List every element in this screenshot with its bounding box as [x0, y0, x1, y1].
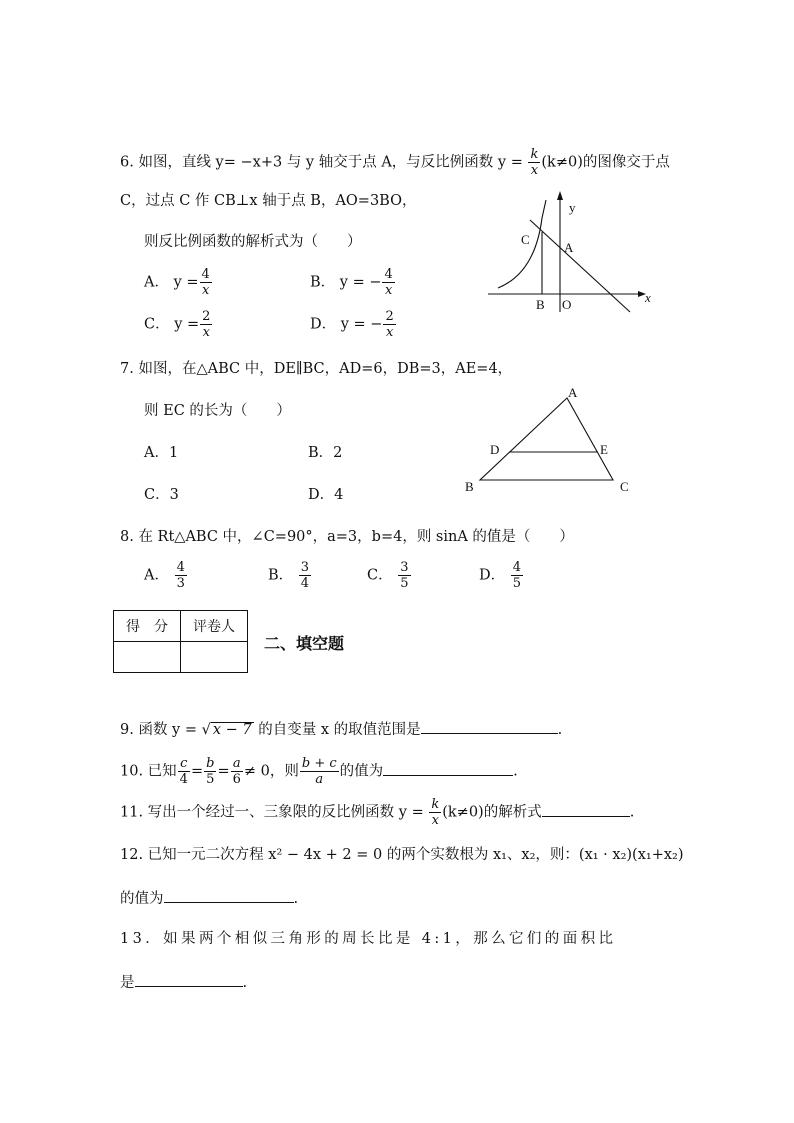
- q11-line: 11. 写出一个经过一、三象限的反比例函数 y = $\frac{k}{x}$ (k≠0)的解析式 .: [120, 797, 635, 828]
- q13-line2: 是 .: [120, 975, 248, 991]
- q9-line: 9. 函数 y = √ x − 7 的自变量 x 的取值范围是 .: [120, 722, 563, 738]
- q7-option-a[interactable]: A．1: [144, 445, 179, 461]
- triangle-abc: [480, 398, 613, 480]
- q7-figure: [460, 384, 640, 496]
- score-cell[interactable]: [114, 642, 181, 673]
- line-y-eq-neg-x-plus-3: [530, 220, 630, 312]
- label-c: C: [521, 232, 530, 247]
- q7-line1: 7. 如图，在△ABC 中，DE∥BC，AD=6，DB=3，AE=4，: [120, 361, 513, 377]
- label-b: B: [465, 479, 474, 494]
- q6-line1-text-b: (k≠0)的图像交于点: [541, 154, 670, 171]
- q13-answer-blank[interactable]: [135, 974, 243, 987]
- grader-header: 评卷人: [181, 611, 248, 642]
- label-y: y: [569, 200, 576, 215]
- q9-answer-blank[interactable]: [421, 721, 558, 734]
- label-a: A: [568, 385, 578, 400]
- sqrt-icon: √: [201, 722, 211, 738]
- q6-line2: C，过点 C 作 CB⊥x 轴于点 B，AO=3BO，: [120, 193, 417, 209]
- y-axis-arrow: [557, 191, 563, 200]
- q6-figure: [480, 188, 665, 318]
- q7-option-d[interactable]: D．4: [308, 487, 344, 503]
- label-e: E: [600, 442, 608, 457]
- score-table: [113, 610, 248, 673]
- q6-option-d[interactable]: D． y = − $\frac{2}{x}$: [310, 309, 394, 340]
- q8-line1: 8. 在 Rt△ABC 中，∠C=90°，a=3，b=4，则 sinA 的值是（ ）: [120, 529, 574, 545]
- q8-option-a[interactable]: A． $\frac{4}{3}$: [144, 560, 185, 591]
- section-title: 二、填空题: [264, 634, 345, 653]
- q8-option-b[interactable]: B． $\frac{3}{4}$: [268, 560, 310, 591]
- score-header: 得 分: [114, 611, 181, 642]
- q12-answer-blank[interactable]: [164, 890, 294, 903]
- q6-option-c[interactable]: C． y = $\frac{2}{x}$: [144, 309, 211, 340]
- q10-answer-blank[interactable]: [383, 763, 513, 776]
- q7-line2: 则 EC 的长为（ ）: [144, 403, 291, 419]
- q6-option-a[interactable]: A． y = $\frac{4}{x}$: [144, 267, 210, 298]
- q7-option-c[interactable]: C．3: [144, 487, 179, 503]
- label-x: x: [645, 290, 651, 305]
- q6-line1-text-a: 6. 如图，直线 y= −x+3 与 y 轴交于点 A，与反比例函数 y =: [120, 154, 528, 171]
- q6-line3: 则反比例函数的解析式为（ ）: [144, 234, 362, 250]
- q8-option-d[interactable]: D． $\frac{4}{5}$: [479, 560, 522, 591]
- label-c: C: [620, 479, 629, 494]
- q8-option-c[interactable]: C． $\frac{3}{5}$: [367, 560, 409, 591]
- q6-fraction-k-over-x: $\frac{k}{x}$: [530, 147, 539, 178]
- label-d: D: [490, 442, 500, 457]
- label-o: O: [562, 297, 572, 312]
- label-a: A: [564, 240, 574, 255]
- grader-cell[interactable]: [181, 642, 248, 673]
- q6-line1: [120, 148, 670, 177]
- q7-option-b[interactable]: B．2: [308, 445, 343, 461]
- q11-answer-blank[interactable]: [542, 804, 630, 817]
- q6-option-b[interactable]: B． y = − $\frac{4}{x}$: [310, 267, 393, 298]
- q12-line1: 12. 已知一元二次方程 x² − 4x + 2 = 0 的两个实数根为 x₁、x₂，则：(x₁ · x₂)(x₁+x₂): [120, 847, 684, 863]
- q12-line2: 的值为 .: [120, 891, 299, 907]
- label-b: B: [536, 297, 545, 312]
- q10-line: 10. 已知 $\frac{c}{4}$ = $\frac{b}{5}$ = $\frac{a}{6}$ ≠ 0，则 $\frac{b + c}{a}$ 的值为 .: [120, 756, 518, 787]
- q13-line1: 13．如果两个相似三角形的周长比是 4:1，那么它们的面积比: [120, 931, 617, 947]
